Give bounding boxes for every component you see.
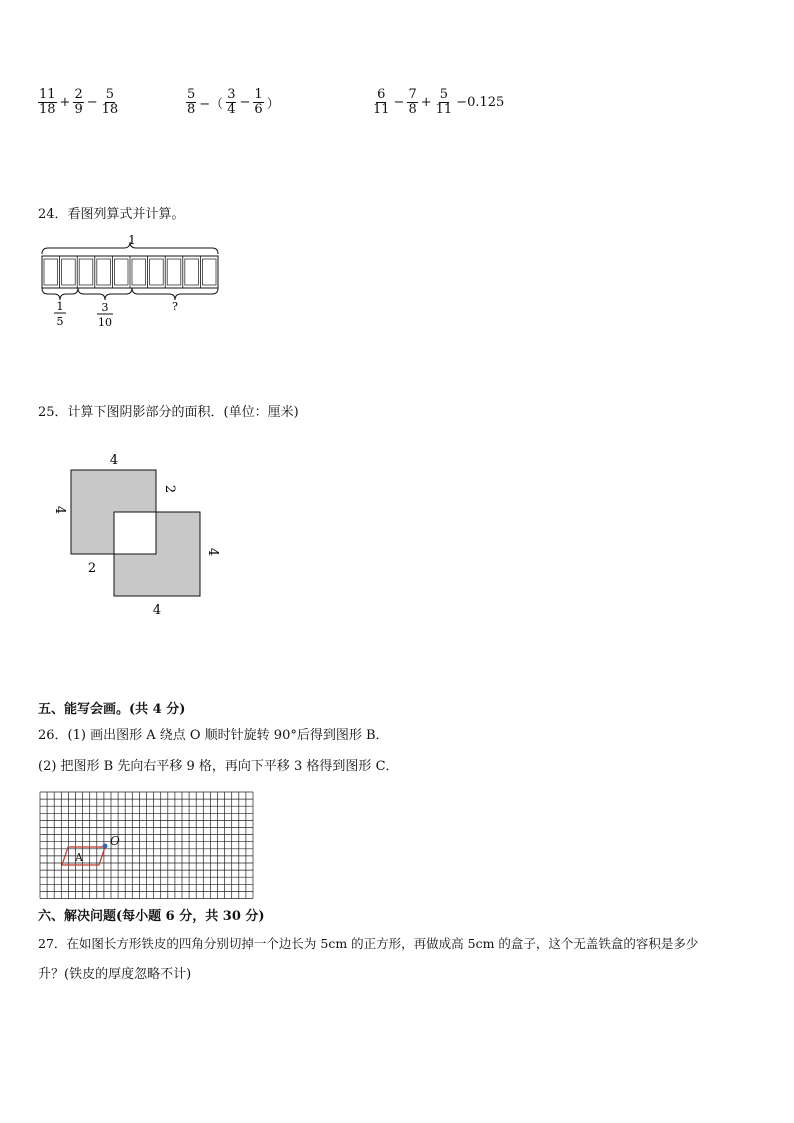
strip-cell	[97, 259, 111, 285]
label-right-upper: 2	[162, 484, 177, 494]
fraction: $\frac{11}{18}$	[39, 87, 56, 117]
top-label: 1	[128, 233, 136, 247]
seg1-den: 5	[56, 315, 64, 328]
strip-cell	[150, 259, 164, 285]
section-6-title: 六、解决问题(每小题 6 分，共 30 分)	[38, 909, 265, 924]
strip-diagram	[36, 232, 236, 332]
fraction: $\frac{2}{9}$	[74, 87, 83, 117]
expression-2: $\frac{5}{8}$ −（ $\frac{3}{4}$ − $\frac{1}{6}$ ）	[187, 87, 280, 117]
shaded-figure	[44, 446, 234, 626]
section-5-title: 五、能写会画。(共 4 分)	[38, 702, 186, 717]
strip-cell	[167, 259, 181, 285]
label-left: 4	[52, 505, 67, 515]
grid-figure	[38, 790, 256, 902]
question-26-part2: (2) 把图形 B 先向右平移 9 格，再向下平移 3 格得到图形 C．	[38, 759, 399, 774]
expression-1: $\frac{11}{18}$ + $\frac{2}{9}$ − $\frac{5}{18}$	[39, 87, 119, 117]
seg1-num: 1	[56, 300, 64, 313]
fraction: $\frac{3}{4}$	[227, 87, 236, 117]
question-27-line1: 27．在如图长方形铁皮的四角分别切掉一个边长为 5cm 的正方形，再做成高 5cm 的盒子，这个无盖铁盒的容积是多少	[38, 936, 699, 951]
fraction: $\frac{7}{8}$	[408, 87, 417, 117]
label-left-lower: 2	[87, 561, 97, 576]
expression-3: $\frac{6}{11}$ − $\frac{7}{8}$ + $\frac{5}{11}$ −0.125	[373, 87, 505, 117]
label-right-lower: 4	[205, 547, 220, 557]
label-a: A	[75, 851, 83, 864]
strip-cell	[62, 259, 76, 285]
question-27-line2: 升？(铁皮的厚度忽略不计)	[38, 967, 192, 982]
strip-cell	[185, 259, 199, 285]
brace-seg2	[78, 288, 132, 300]
question-24-title: 24．看图列算式并计算。	[38, 207, 185, 222]
seg2-num: 3	[101, 301, 109, 314]
strip-cell	[132, 259, 146, 285]
question-25-title: 25．计算下图阴影部分的面积．(单位：厘米)	[38, 405, 299, 420]
fraction: $\frac{6}{11}$	[373, 87, 390, 117]
strip-cell	[44, 259, 58, 285]
label-top: 4	[109, 453, 119, 468]
fraction: $\frac{5}{11}$	[435, 87, 453, 117]
point-o	[103, 844, 108, 849]
brace-seg3	[132, 288, 218, 300]
strip-cells	[42, 256, 218, 288]
strip-cell	[114, 259, 128, 285]
strip-cell	[202, 259, 216, 285]
fraction: $\frac{1}{6}$	[254, 87, 263, 117]
brace-seg1	[42, 288, 78, 300]
fraction: $\frac{5}{18}$	[101, 87, 119, 117]
seg2-den: 10	[98, 316, 112, 329]
fraction: $\frac{5}{8}$	[187, 87, 196, 117]
strip-cell	[79, 259, 93, 285]
overlap-square	[114, 512, 156, 554]
question-26-part1: 26．(1) 画出图形 A 绕点 O 顺时针旋转 90°后得到图形 B．	[38, 728, 389, 743]
label-bottom: 4	[152, 603, 162, 618]
seg3-label: ?	[172, 300, 178, 313]
label-o: O	[110, 834, 120, 848]
square-grid	[40, 792, 253, 899]
